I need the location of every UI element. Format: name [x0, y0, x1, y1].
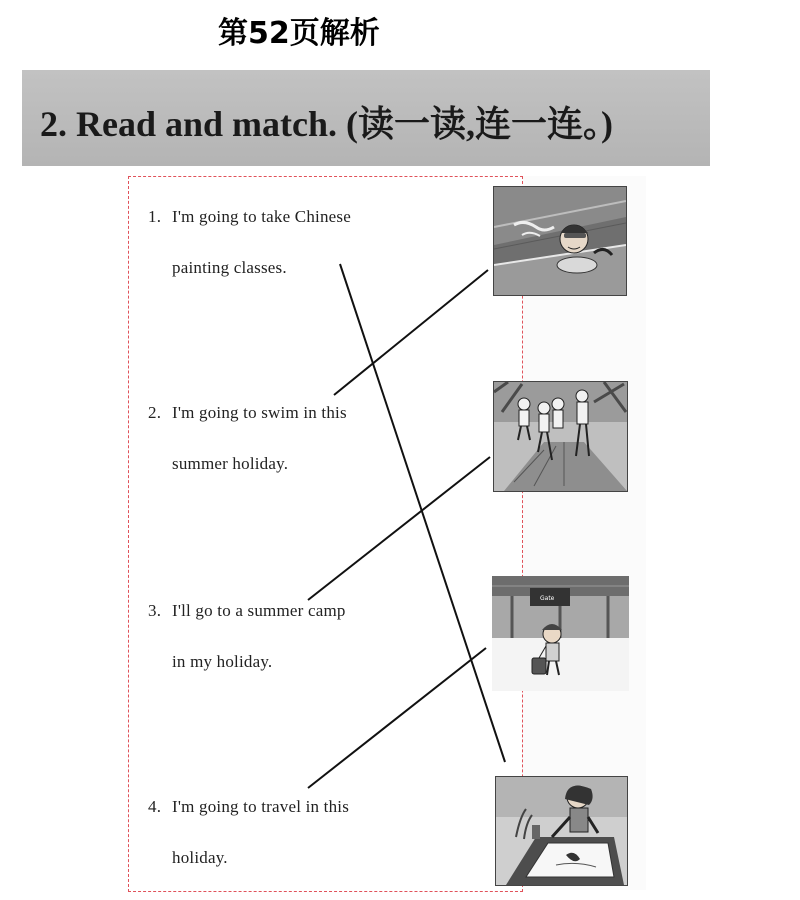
match-line-3-to-2 [308, 457, 490, 600]
match-line-2-to-1 [334, 270, 488, 395]
sentence-line: holiday. [172, 848, 228, 867]
sentence-line: in my holiday. [172, 652, 273, 671]
sentence-number: 3. [148, 601, 162, 620]
sentence-number: 1. [148, 207, 162, 226]
page-title: 第52页解析 [218, 16, 380, 51]
sentence-line: I'm going to take Chinese [172, 207, 351, 226]
sentence-number: 4. [148, 797, 162, 816]
sentence-line: summer holiday. [172, 454, 289, 473]
match-line-4-to-3 [308, 648, 486, 788]
match-line-1-to-4 [340, 264, 505, 762]
exercise-instruction: 2. Read and match. (读一读,连一连。) [40, 104, 613, 144]
sentence-line: I'm going to swim in this [172, 403, 347, 422]
sentence-line: I'm going to travel in this [172, 797, 350, 816]
sentence-number: 2. [148, 403, 162, 422]
gate-sign: Gate [540, 595, 555, 602]
sentence-line: painting classes. [172, 258, 287, 277]
sentence-line: I'll go to a summer camp [172, 601, 346, 620]
